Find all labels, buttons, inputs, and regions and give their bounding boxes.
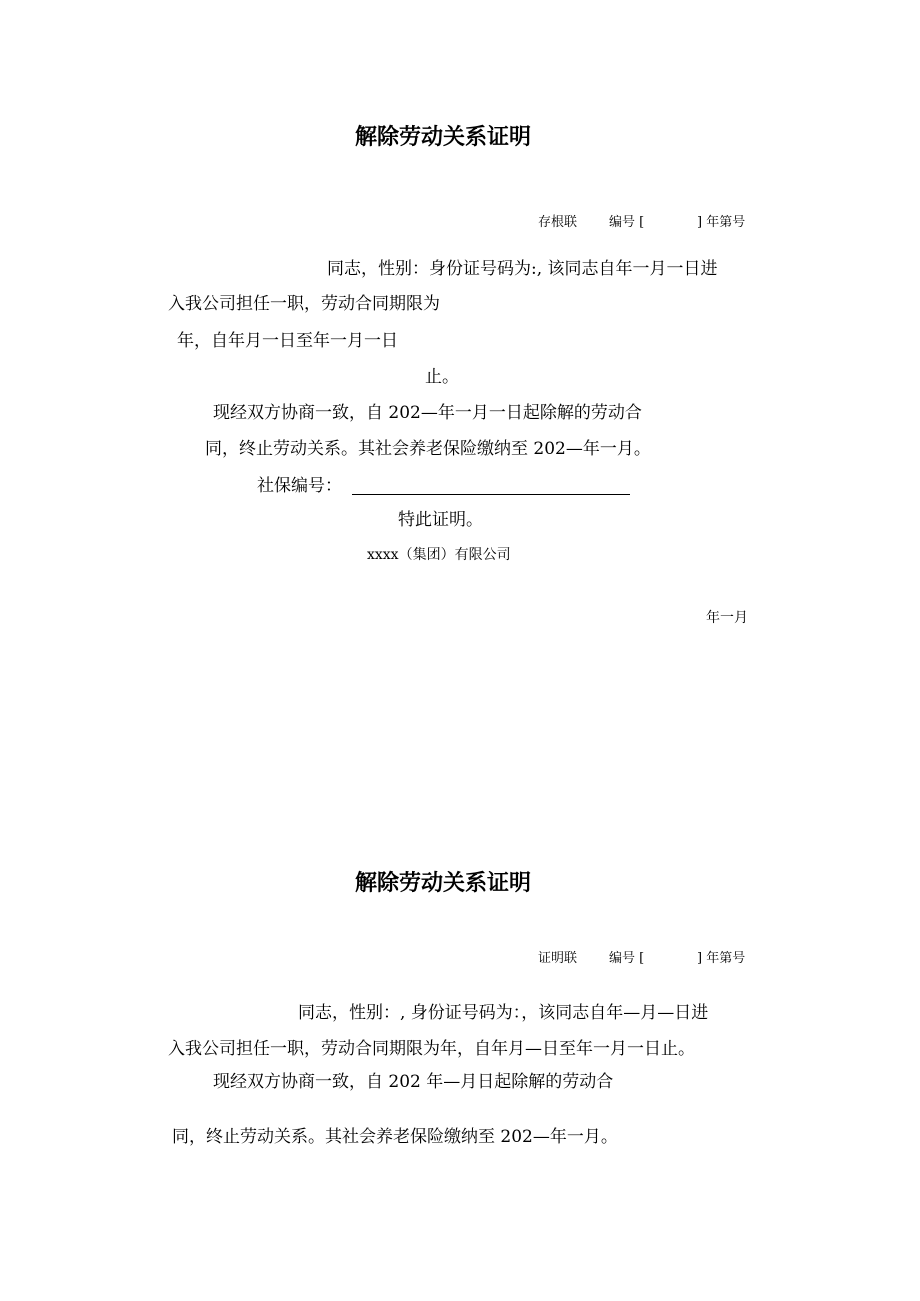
doc1-number-label: 编号 [ <box>609 215 645 230</box>
doc2-line-4: 同，终止劳动关系。其社会养老保险缴纳至 202—年一月。 <box>172 1127 618 1147</box>
doc1-line-6: 同，终止劳动关系。其社会养老保险缴纳至 202—年一月。 <box>205 439 651 459</box>
doc2-certificate-label: 证明联 <box>538 951 578 966</box>
doc1-title: 解除劳动关系证明 <box>354 125 531 150</box>
doc1-line-1: 同志，性别：身份证号码为:, 该同志自年一月一日进 <box>327 259 718 279</box>
doc2-year-serial: ] 年第号 <box>697 951 746 966</box>
doc2-title: 解除劳动关系证明 <box>354 871 531 896</box>
doc1-company-name: xxxx（集团）有限公司 <box>367 547 511 563</box>
doc1-line-4: 止。 <box>425 367 459 387</box>
doc2-line-2: 入我公司担任一职，劳动合同期限为年，自年月—日至年一月一日止。 <box>168 1039 695 1059</box>
doc1-year-serial: ] 年第号 <box>697 215 746 230</box>
doc1-proof-statement: 特此证明。 <box>398 510 483 530</box>
doc1-social-security-field <box>352 494 630 495</box>
doc1-stub-label: 存根联 <box>538 215 578 230</box>
doc1-line-5: 现经双方协商一致，自 202—年一月一日起除解的劳动合 <box>213 403 642 423</box>
doc1-line-3: 年，自年月一日至年一月一日 <box>177 331 398 351</box>
doc2-number-label: 编号 [ <box>609 951 645 966</box>
doc2-line-3: 现经双方协商一致，自 202 年—月日起除解的劳动合 <box>213 1072 614 1092</box>
doc1-date: 年一月 <box>706 610 748 626</box>
doc1-social-security-label: 社保编号： <box>257 476 342 496</box>
doc2-line-1: 同志，性别：, 身份证号码为：，该同志自年—月—日进 <box>298 1003 709 1023</box>
doc1-line-2: 入我公司担任一职，劳动合同期限为 <box>168 294 440 314</box>
